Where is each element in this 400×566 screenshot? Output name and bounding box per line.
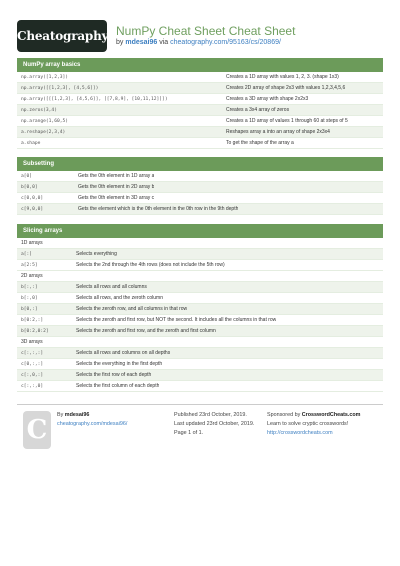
code-cell: b[:,:] <box>21 285 38 290</box>
code-cell: c[:,:,0] <box>21 384 44 389</box>
cheatography-c-logo: C <box>23 411 51 449</box>
description-cell: Creates a 3D array with shape 2x2x3 <box>226 96 309 102</box>
description-cell: Gets the 0th element in 3D array c <box>78 195 155 201</box>
footer-dates <box>174 411 254 438</box>
table-row <box>17 348 383 359</box>
table-row <box>17 83 383 94</box>
description-cell: Gets the 0th element in 1D array a <box>78 173 155 179</box>
code-cell: np.arange(1,60,5) <box>21 119 69 124</box>
code-cell: c[9,0,0] <box>21 207 44 212</box>
code-cell: a.reshape(2,3,4) <box>21 130 66 135</box>
by-prefix: by <box>116 39 124 46</box>
group-heading-1d: 1D arrays <box>17 238 383 249</box>
code-cell: c[:,:,:] <box>21 351 44 356</box>
sponsor-tagline: Learn to solve cryptic crosswords! <box>267 421 349 427</box>
page-title: NumPy Cheat Sheet Cheat Sheet <box>116 24 296 38</box>
code-cell: b[0,0] <box>21 185 38 190</box>
table-row <box>17 105 383 116</box>
description-cell: Creates a 1D array with values 1, 2, 3. (shape 1x3) <box>226 74 339 80</box>
description-cell: Selects everything <box>76 251 117 257</box>
table-row <box>17 72 383 83</box>
description-cell: Selects the zeroth and first row, but NOT the second. It includes all the columns in that row <box>76 317 277 323</box>
page-count: Page 1 of 1. <box>174 430 204 436</box>
code-cell: b[0:2,0:2] <box>21 329 49 334</box>
footer-author <box>57 411 127 429</box>
table-row <box>17 260 383 271</box>
description-cell: Gets the 0th element in 2D array b <box>78 184 155 190</box>
table-row <box>17 138 383 149</box>
code-cell: np.array([[[1,2,3], [4,5,6]], [[7,8,9], [10,11,12]]]) <box>21 97 168 102</box>
description-cell: Selects the 2nd through the 4th rows (does not include the 5th row) <box>76 262 225 268</box>
code-cell: np.array([[1,2,3], [4,5,6]]) <box>21 86 99 91</box>
description-cell: Selects the zeroth row, and all columns in that row <box>76 306 188 312</box>
table-row <box>17 326 383 337</box>
section-array-basics <box>17 58 383 149</box>
table-row <box>17 116 383 127</box>
section-slicing <box>17 224 383 392</box>
byline <box>116 39 281 46</box>
table-row <box>17 204 383 215</box>
description-cell: Creates 2D array of shape 2x3 with values 1,2,3,4,5,6 <box>226 85 346 91</box>
description-cell: Selects the first row of each depth <box>76 372 152 378</box>
author-link[interactable]: mdesai96 <box>125 39 158 46</box>
code-cell: c[0,:,:] <box>21 362 44 367</box>
description-cell: Creates a 1D array of values 1 through 60 at steps of 5 <box>226 118 348 124</box>
table-row <box>17 304 383 315</box>
section-title: Slicing arrays <box>17 224 383 238</box>
sponsor-name[interactable]: CrosswordCheats.com <box>301 412 361 418</box>
code-cell: np.array([1,2,3]) <box>21 75 69 80</box>
table-row <box>17 182 383 193</box>
description-cell: Selects all rows and columns on all depths <box>76 350 171 356</box>
by-label: By <box>57 412 64 418</box>
table-row <box>17 282 383 293</box>
description-cell: Selects the everything in the first depth <box>76 361 163 367</box>
description-cell: Selects all rows and all columns <box>76 284 147 290</box>
table-row <box>17 193 383 204</box>
table-row <box>17 359 383 370</box>
section-title: NumPy array basics <box>17 58 383 72</box>
code-cell: c[0,0,0] <box>21 196 44 201</box>
code-cell: a[0] <box>21 174 33 179</box>
footer-sponsor <box>267 411 360 438</box>
footer-author-link[interactable]: cheatography.com/mdesai96/ <box>57 421 128 427</box>
table-row <box>17 381 383 392</box>
table-row <box>17 315 383 326</box>
via-label: via <box>159 39 169 46</box>
table-row <box>17 127 383 138</box>
code-cell: a[:] <box>21 252 33 257</box>
table-row <box>17 293 383 304</box>
section-title: Subsetting <box>17 157 383 171</box>
table-row <box>17 370 383 381</box>
description-cell: Selects the first column of each depth <box>76 383 160 389</box>
description-cell: To get the shape of the array a <box>226 140 294 146</box>
table-row <box>17 171 383 182</box>
code-cell: np.zeros(3,4) <box>21 108 57 113</box>
description-cell: Reshapes array a into an array of shape 2x3x4 <box>226 129 330 135</box>
published-date: Published 23rd October, 2019. <box>174 412 247 418</box>
description-cell: Gets the element which is the 0th element in the 0th row in the 9th depth <box>78 206 239 212</box>
description-cell: Selects all rows, and the zeroth column <box>76 295 163 301</box>
group-heading-2d: 2D arrays <box>17 271 383 282</box>
updated-date: Last updated 23rd October, 2019. <box>174 421 255 427</box>
section-subsetting <box>17 157 383 215</box>
page-header <box>0 0 400 62</box>
cheatography-logo[interactable]: Cheatography <box>17 20 107 52</box>
sheet-url-link[interactable]: cheatography.com/95163/cs/20869/ <box>170 39 281 46</box>
table-row <box>17 249 383 260</box>
description-cell: Selects the zeroth and first row, and the zeroth and first column <box>76 328 216 334</box>
code-cell: b[0,:] <box>21 307 38 312</box>
table-row <box>17 94 383 105</box>
description-cell: Creates a 3x4 array of zeros <box>226 107 290 113</box>
sponsor-prefix: Sponsored by <box>267 412 301 418</box>
group-heading-3d: 3D arrays <box>17 337 383 348</box>
code-cell: a.shape <box>21 141 41 146</box>
sponsor-link[interactable]: http://crosswordcheats.com <box>267 430 333 436</box>
code-cell: a[2:5] <box>21 263 38 268</box>
code-cell: b[:,0] <box>21 296 38 301</box>
page-footer <box>17 404 383 455</box>
code-cell: c[:,0,:] <box>21 373 44 378</box>
code-cell: b[0:2,:] <box>21 318 44 323</box>
footer-author-name[interactable]: mdesai96 <box>64 412 90 418</box>
